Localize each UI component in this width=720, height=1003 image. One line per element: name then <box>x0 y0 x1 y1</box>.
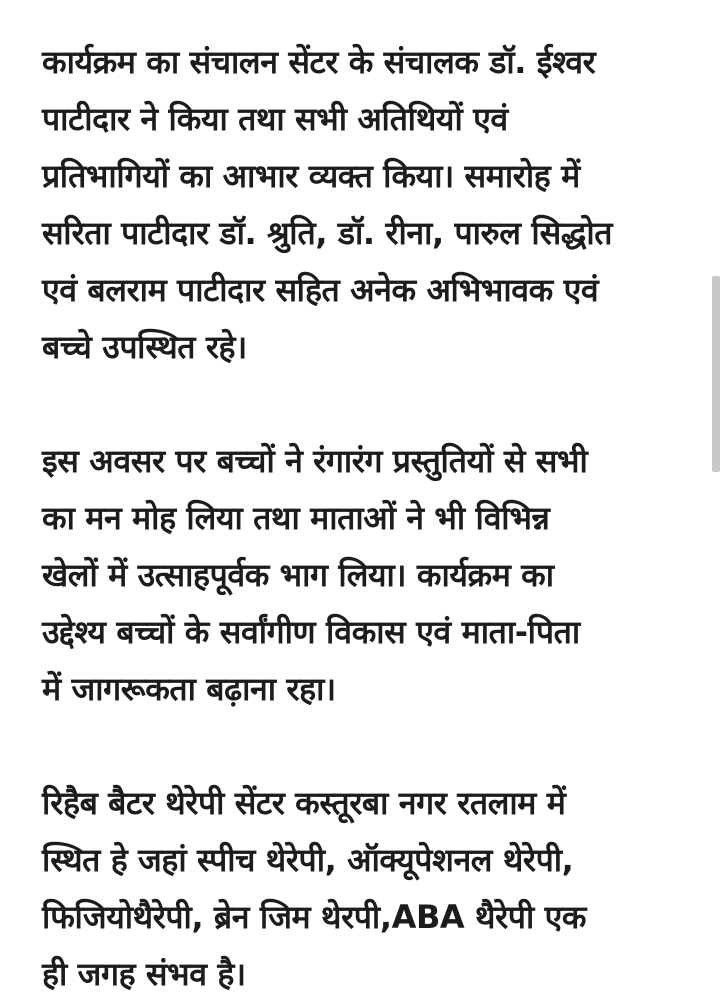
text-line: में जागरूकता बढ़ाना रहा। <box>42 670 336 708</box>
scrollbar-thumb[interactable] <box>712 276 720 472</box>
paragraph-center-info <box>42 775 682 1003</box>
text-line: उद्देश्य बच्चों के सर्वांगीण विकास एवं माता-पिता <box>42 613 580 651</box>
paragraph-spacer <box>42 376 682 433</box>
text-line: खेलों में उत्साहपूर्वक भाग लिया। कार्यक्रम का <box>42 556 554 594</box>
text-line: बच्चे उपस्थित रहे। <box>42 328 247 366</box>
text-line: प्रतिभागियों का आभार व्यक्त किया। समारोह में <box>42 157 580 195</box>
paragraph-performances <box>42 433 682 718</box>
text-line: रिहैब बैटर थेरेपी सेंटर कस्तूरबा नगर रतलाम में <box>42 784 566 822</box>
text-line: इस अवसर पर बच्चों ने रंगारंग प्रस्तुतियों से सभी <box>42 442 588 480</box>
text-line: सरिता पाटीदार डॉ. श्रुति, डॉ. रीना, पारुल सिद्धोत <box>42 214 613 252</box>
text-line: कार्यक्रम का संचालन सेंटर के संचालक डॉ. ईश्वर <box>42 43 596 81</box>
text-line: पाटीदार ने किया तथा सभी अतिथियों एवं <box>42 100 508 138</box>
paragraph-closing-remarks <box>42 34 682 376</box>
text-line: स्थित हे जहां स्पीच थेरेपी, ऑक्यूपेशनल थेरेपी, <box>42 841 574 879</box>
text-line: फिजियोथैरेपी, ब्रेन जिम थेरपी,ABA थैरेपी एक <box>42 898 587 936</box>
text-line: एवं बलराम पाटीदार सहित अनेक अभिभावक एवं <box>42 271 599 309</box>
text-line: का मन मोह लिया तथा माताओं ने भी विभिन्न <box>42 499 550 537</box>
text-line: ही जगह संभव है। <box>42 955 246 993</box>
article-body <box>42 34 682 1003</box>
paragraph-spacer <box>42 718 682 775</box>
